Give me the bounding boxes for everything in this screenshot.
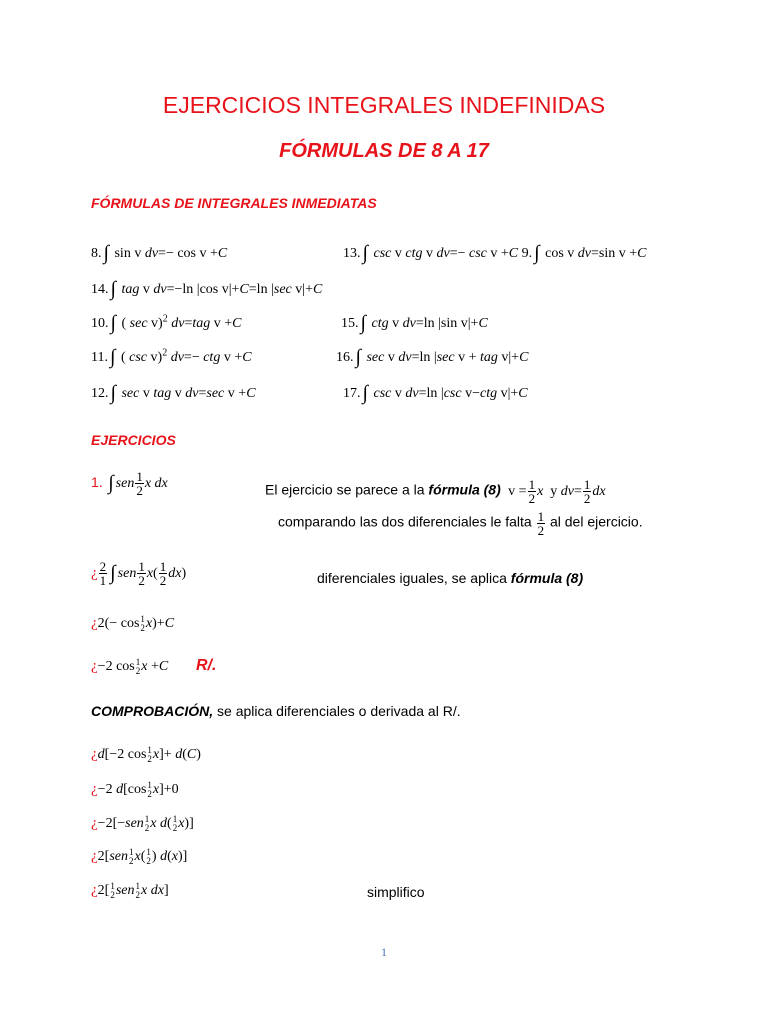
formula-body: ( csc v)$^2$ dv=− ctg v +C	[120, 347, 252, 365]
formula-10: 10. ∫ ( sec v)$^2$ dv=tag v +C	[91, 312, 242, 334]
note-formula: fórmula (8)	[428, 481, 501, 498]
page-number: 1	[381, 945, 387, 959]
answer-label: R/.	[196, 657, 217, 674]
check-label: COMPROBACIÓN,	[91, 703, 214, 719]
formula-number: 11.	[91, 350, 108, 365]
formula-body: tag v dv=−ln |cos v|+C=ln |sec v|+C	[121, 282, 323, 297]
check-heading	[91, 703, 461, 719]
check-text: se aplica diferenciales o derivada al R/.	[213, 703, 461, 719]
section-heading-exercises: EJERCICIOS	[91, 432, 176, 448]
note-text: al del ejercicio.	[549, 513, 643, 530]
formula-number: 13.	[343, 246, 361, 261]
formula-body: sin v dv=− cos v +C	[114, 246, 228, 261]
solution-step-3: ¿−2 cos 1 2 x +C	[91, 657, 169, 676]
formula-body: sec v tag v dv=sec v +C	[121, 386, 256, 401]
check-step-4: ¿2[sen 1 2 x( 1 2 ) d(x)]	[91, 847, 188, 866]
formula-11: 11. ∫ ( csc v)$^2$ dv=− ctg v +C	[91, 346, 252, 368]
formula-body: ( sec v)$^2$ dv=tag v +C	[121, 313, 242, 331]
check-step-2: ¿−2 d[cos 1 2 x]+0	[91, 780, 179, 799]
formula-body: csc v dv=ln |csc v−ctg v|+C	[373, 386, 528, 401]
formula-body: cos v dv=sin v +C	[545, 246, 647, 261]
note-text: comparando las dos diferenciales le falta	[278, 513, 532, 530]
formula-number: 10.	[91, 316, 109, 331]
check-step-1: ¿d[−2 cos 1 2 x]+ d(C)	[91, 745, 201, 764]
formula-body: ctg v dv=ln |sin v|+C	[371, 316, 488, 331]
note-text: El ejercicio se parece a la	[265, 481, 425, 498]
step-1-note	[317, 570, 583, 586]
formula-number: 14.	[91, 282, 109, 297]
formula-number: 16.	[336, 350, 354, 365]
exercise-1: 1. ∫ sen $\frac{1}{2}$ x dx	[91, 469, 168, 499]
formula-17: 17. ∫ csc v dv=ln |csc v−ctg v|+C	[343, 382, 528, 404]
page-title: EJERCICIOS INTEGRALES INDEFINIDAS	[162, 92, 606, 118]
exercise-note: El ejercicio se parece a la fórmula (8) v = $\frac{1}{2}$ x y dv= $\frac{1}{2}$ dx	[265, 477, 606, 506]
formula-number: 9.	[521, 246, 533, 261]
exercise-note-line2: comparando las dos diferenciales le falta $\frac{1}{2}$ al del ejercicio.	[278, 509, 643, 538]
formula-15: 15. ∫ ctg v dv=ln |sin v|+C	[341, 312, 488, 334]
simplify-note: simplifico	[367, 884, 425, 900]
formula-13: 13. ∫ csc v ctg v dv=− csc v +C 9. ∫ cos v dv=sin v +C	[343, 242, 647, 264]
note-text: diferenciales iguales, se aplica	[317, 570, 507, 586]
check-step-3: ¿−2[−sen 1 2 x d( 1 2 x)]	[91, 814, 194, 833]
exercise-number: 1.	[91, 474, 103, 490]
note-formula: fórmula (8)	[510, 570, 584, 586]
formula-number: 12.	[91, 386, 109, 401]
page-subtitle: FÓRMULAS DE 8 A 17	[279, 140, 489, 162]
formula-body: sec v dv=ln |sec v + tag v|+C	[366, 350, 529, 365]
solution-step-2: ¿2(− cos 1 2 x)+C	[91, 614, 175, 633]
formula-number: 8.	[91, 246, 102, 261]
check-step-5: ¿2[ 1 2 sen 1 2 x dx]	[91, 881, 169, 900]
section-heading-formulas: FÓRMULAS DE INTEGRALES INMEDIATAS	[91, 195, 377, 211]
solution-step-1: ¿ $\frac{2}{1}$ ∫ sen $\frac{1}{2}$ x( $\frac{1}{2}$ dx)	[91, 559, 187, 589]
formula-number: 17.	[343, 386, 361, 401]
formula-8: 8. ∫ sin v dv=− cos v +C	[91, 242, 228, 264]
formula-body: csc v ctg v dv=− csc v +C	[373, 246, 519, 261]
formula-number: 15.	[341, 316, 359, 331]
formula-16: 16. ∫ sec v dv=ln |sec v + tag v|+C	[336, 346, 529, 368]
formula-12: 12. ∫ sec v tag v dv=sec v +C	[91, 382, 256, 404]
formula-14: 14. ∫ tag v dv=−ln |cos v|+C=ln |sec v|+C	[91, 278, 323, 300]
